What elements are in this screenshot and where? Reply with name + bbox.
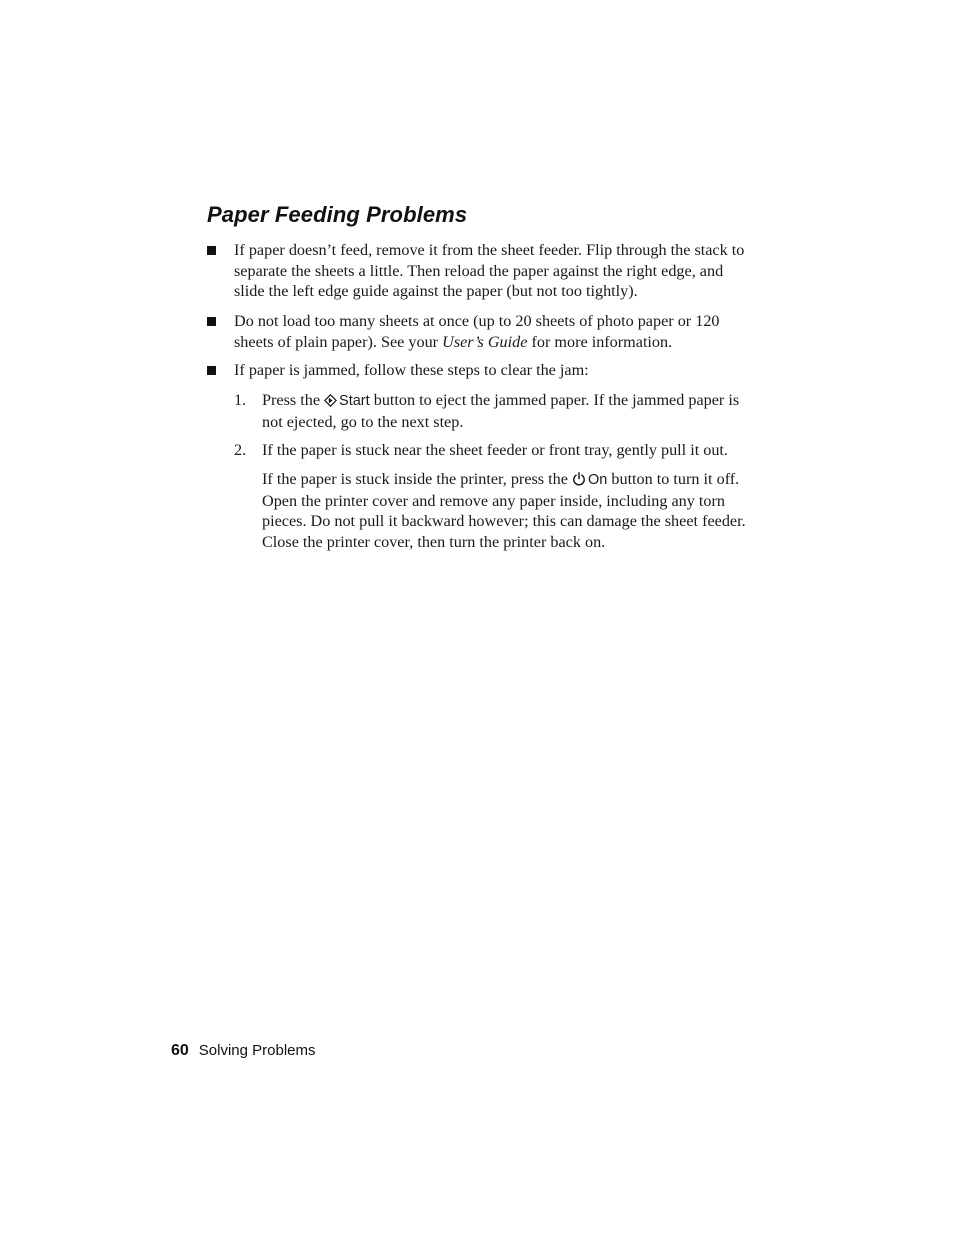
step-followup-paragraph xyxy=(262,469,750,552)
step-text: If the paper is stuck near the sheet feeder or front tray, gently pull it out. xyxy=(262,441,728,459)
footer-section-title: Solving Problems xyxy=(198,1042,316,1059)
square-bullet-icon xyxy=(207,366,216,375)
square-bullet-icon xyxy=(207,317,216,326)
bullet-text-start: Do not load too many sheets at once (up to 20 sheets of photo paper or 120 sheets of plain paper). See your xyxy=(234,312,720,351)
bullet-text-end: for more information. xyxy=(527,332,673,351)
square-bullet-icon xyxy=(207,246,216,255)
bullet-text: If paper is jammed, follow these steps to clear the jam: xyxy=(234,361,589,379)
power-icon xyxy=(572,472,586,486)
page-footer xyxy=(171,1042,316,1060)
section-heading: Paper Feeding Problems xyxy=(207,202,468,227)
followup-text-start: If the paper is stuck inside the printer, press the xyxy=(262,470,572,488)
bullet-text xyxy=(234,311,749,352)
bullet-text: If paper doesn’t feed, remove it from the sheet feeder. Flip through the stack to separate the sheets a little. Then reload the paper against the right edge, and slide the left edge guide against the paper (but not too tightly). xyxy=(234,241,745,300)
on-label: On xyxy=(587,472,608,488)
step-number: 1. xyxy=(234,391,247,409)
step-number: 2. xyxy=(234,441,247,459)
on-button-label xyxy=(572,472,607,488)
users-guide-reference: User’s Guide xyxy=(442,332,528,351)
step-text xyxy=(262,390,750,432)
start-label: Start xyxy=(339,393,370,409)
start-diamond-icon xyxy=(324,394,337,407)
followup-text-end: button to turn it off. Open the printer cover and remove any paper inside, including any torn pieces. Do not pull it backward however; this can damage the sheet feeder. Close the printer cover, then turn the printer back on. xyxy=(262,470,746,551)
start-button-label xyxy=(324,393,370,409)
page-number: 60 xyxy=(171,1042,189,1059)
step-text-start: Press the xyxy=(262,391,325,409)
step-text-end: button to eject the jammed paper. If the jammed paper is not ejected, go to the next step. xyxy=(262,391,740,431)
